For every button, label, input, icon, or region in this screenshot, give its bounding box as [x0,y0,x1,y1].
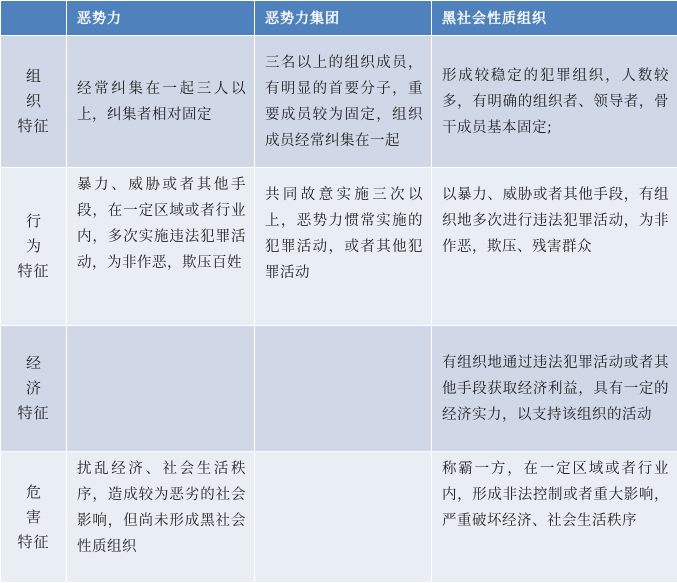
row-label-line1: 行为 [1,209,66,259]
table-cell: 称霸一方，在一定区域或者行业内，形成非法控制或者重大影响，严重破坏经济、社会生活秩序 [432,452,677,583]
header-col-e-shili: 恶势力 [67,1,255,36]
row-label-line1: 经济 [1,351,66,401]
table-cell: 以暴力、威胁或者其他手段，有组织地多次进行违法犯罪活动，为非作恶，欺压、残害群众 [432,168,677,326]
table-row-economic [1,326,677,452]
row-label-line1: 危害 [1,480,66,530]
row-label [1,36,67,168]
row-label-line2: 特征 [1,114,66,139]
table-cell: 三名以上的组织成员，有明显的首要分子，重要成员较为固定，组织成员经常纠集在一起 [255,36,432,168]
header-col-e-shili-jituan: 恶势力集团 [255,1,432,36]
row-label [1,452,67,583]
row-label-line2: 特征 [1,401,66,426]
row-label [1,326,67,452]
row-label-line2: 特征 [1,259,66,284]
header-corner [1,1,67,36]
table-cell: 共同故意实施三次以上，恶势力惯常实施的犯罪活动，或者其他犯罪活动 [255,168,432,326]
table-cell: 暴力、威胁或者其他手段，在一定区域或者行业内，多次实施违法犯罪活动，为非作恶，欺压百姓 [67,168,255,326]
header-row [1,1,677,36]
table-cell: 扰乱经济、社会生活秩序，造成较为恶劣的社会影响，但尚未形成黑社会性质组织 [67,452,255,583]
table-cell: 经常纠集在一起三人以上，纠集者相对固定 [67,36,255,168]
table-cell-empty [255,452,432,583]
header-col-heishehui: 黑社会性质组织 [432,1,677,36]
row-label-line1: 组织 [1,64,66,114]
table-cell-empty [67,326,255,452]
table-cell-empty [255,326,432,452]
table-cell: 有组织地通过违法犯罪活动或者其他手段获取经济利益，具有一定的经济实力，以支持该组织的活动 [432,326,677,452]
row-label-line2: 特征 [1,530,66,555]
table-row-behavior [1,168,677,326]
table-cell: 形成较稳定的犯罪组织，人数较多，有明确的组织者、领导者，骨干成员基本固定; [432,36,677,168]
row-label [1,168,67,326]
table-row-organization [1,36,677,168]
table-row-harm [1,452,677,583]
